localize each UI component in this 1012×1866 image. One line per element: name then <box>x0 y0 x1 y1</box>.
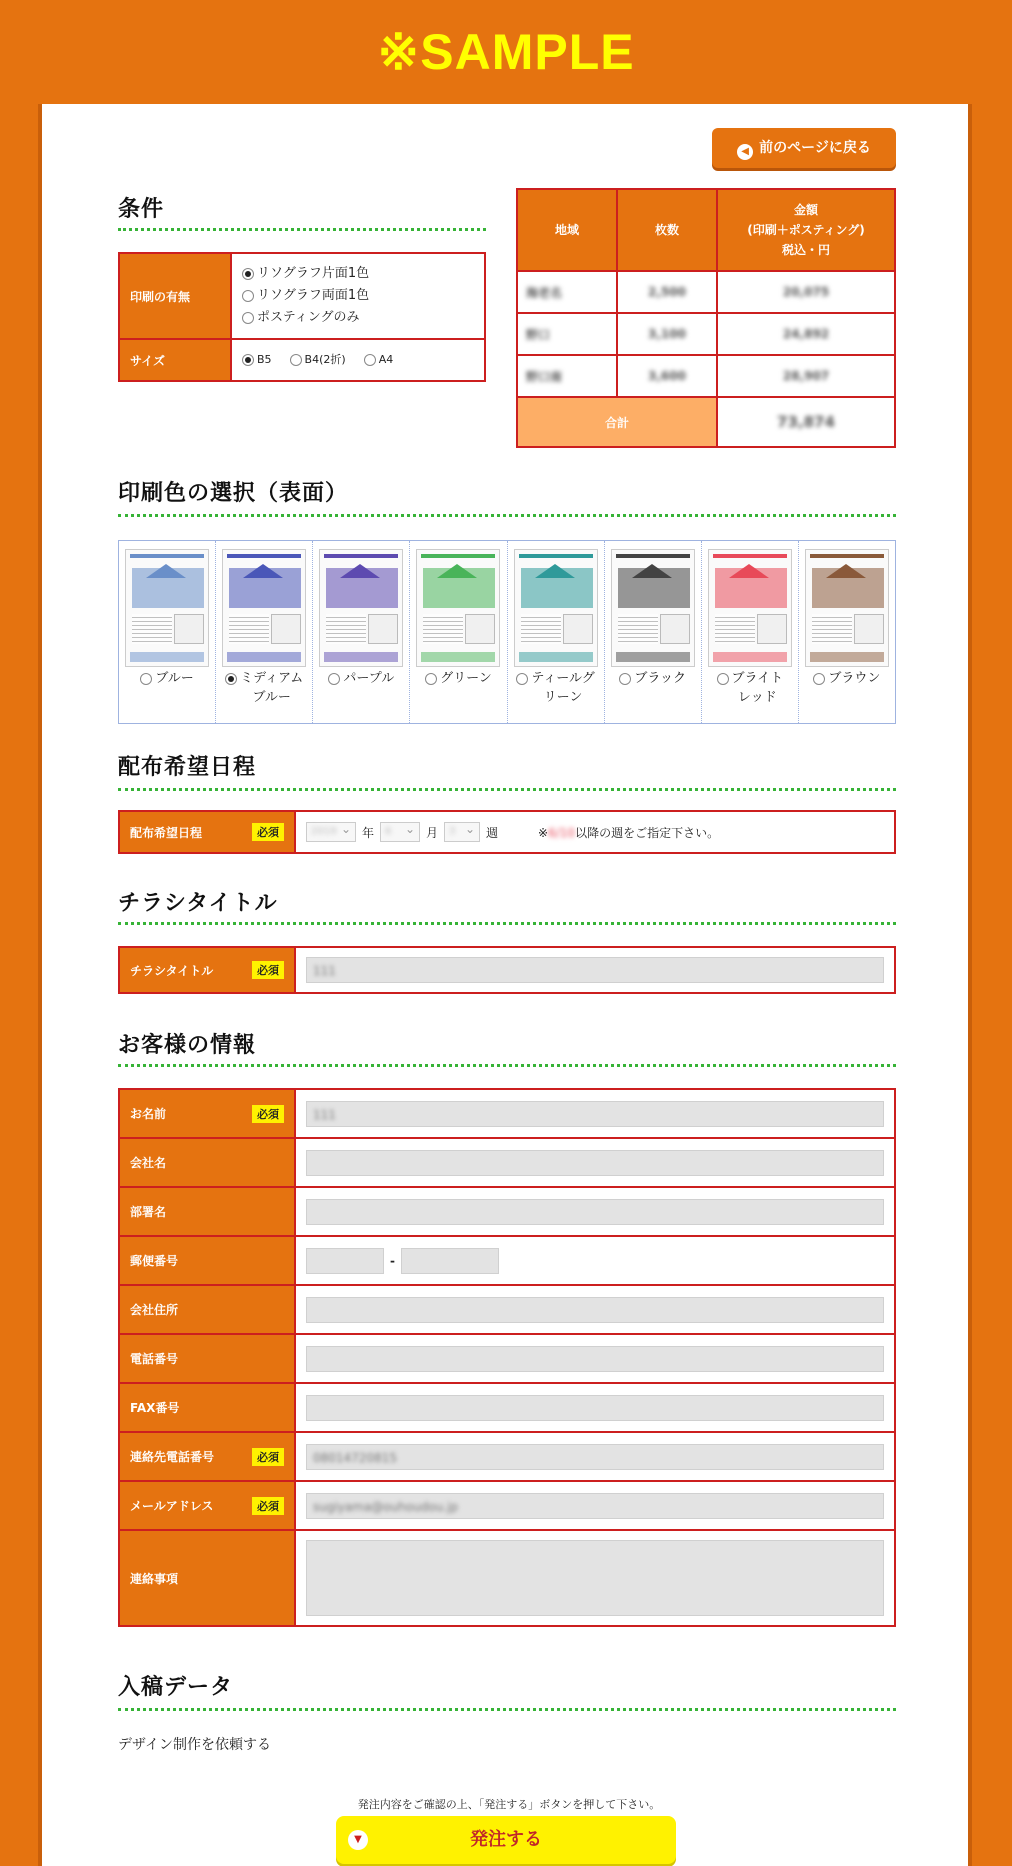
color-label: ブルー <box>155 671 194 686</box>
size-option-b5[interactable]: B5 <box>242 349 272 371</box>
field-value <box>296 1237 894 1284</box>
radio-selected-icon[interactable] <box>242 268 254 280</box>
color-option[interactable] <box>799 541 895 723</box>
flyer-thumbnail <box>319 549 403 667</box>
back-button-label: 前のページに戻る <box>759 140 871 156</box>
month-unit: 月 <box>426 825 439 840</box>
color-option[interactable] <box>313 541 410 723</box>
color-label-wrap <box>813 669 880 688</box>
field-value <box>296 1482 894 1529</box>
color-label: グリーン <box>440 671 492 686</box>
area-cell: 海老名 <box>526 285 563 300</box>
section-title-customer: お客様の情報 <box>118 1033 257 1058</box>
color-selector <box>118 540 896 724</box>
field-label-text: 電話番号 <box>130 1352 179 1366</box>
required-badge: 必須 <box>252 1448 284 1466</box>
count-cell: 3,600 <box>648 369 686 383</box>
customer-form <box>118 1088 896 1627</box>
field-label-text: 連絡先電話番号 <box>130 1450 215 1464</box>
schedule-inputs <box>296 812 894 852</box>
print-options <box>231 253 485 339</box>
radio-icon[interactable] <box>813 673 825 685</box>
amount-cell: 20,075 <box>782 285 830 299</box>
chevron-down-icon: ▼ <box>348 1830 368 1850</box>
color-label: パープル <box>343 671 395 686</box>
field-value <box>296 1531 894 1625</box>
total-label: 合計 <box>517 397 717 447</box>
total-value: 73,874 <box>777 413 835 431</box>
size-option-b4[interactable]: B4(2折) <box>290 349 346 371</box>
field-label-text: 会社住所 <box>130 1303 179 1317</box>
zip-input-1[interactable] <box>306 1248 384 1274</box>
divider <box>118 1708 896 1711</box>
section-title-flyer-title: チラシタイトル <box>118 891 278 916</box>
chevron-left-icon: ◀ <box>737 144 753 160</box>
divider <box>118 922 896 925</box>
radio-selected-icon[interactable] <box>225 673 237 685</box>
radio-icon[interactable] <box>425 673 437 685</box>
radio-icon[interactable] <box>140 673 152 685</box>
color-label: ブラウン <box>828 671 881 686</box>
price-table <box>516 188 896 448</box>
text-input[interactable] <box>306 1297 884 1323</box>
year-unit: 年 <box>362 825 375 840</box>
color-label-wrap <box>717 669 784 707</box>
size-option-a4[interactable]: A4 <box>364 349 394 371</box>
table-row <box>517 355 895 397</box>
form-row <box>120 1139 894 1188</box>
field-label <box>120 1188 296 1235</box>
month-select[interactable]: 6 ⌄ <box>380 822 420 842</box>
section-title-print-color: 印刷色の選択（表面） <box>118 481 349 506</box>
color-label: ティールグ リーン <box>531 671 595 705</box>
flyer-thumbnail <box>611 549 695 667</box>
flyer-thumbnail <box>416 549 500 667</box>
print-option-posting-only[interactable]: ポスティングのみ <box>242 307 474 329</box>
radio-icon[interactable] <box>328 673 340 685</box>
field-label-text: FAX番号 <box>130 1401 180 1415</box>
week-unit: 週 <box>486 825 499 840</box>
schedule-note: ※6/10以降の週をご指定下さい。 <box>538 825 720 840</box>
field-label <box>120 1237 296 1284</box>
field-value <box>296 1384 894 1431</box>
form-row <box>120 1433 894 1482</box>
amount-cell: 28,907 <box>782 369 830 383</box>
submit-note: 発注内容をご確認の上、「発注する」ボタンを押して下さい。 <box>357 1798 661 1811</box>
form-row <box>120 1188 894 1237</box>
divider <box>118 514 896 517</box>
text-input[interactable] <box>306 1150 884 1176</box>
schedule-label: 配布希望日程 必須 <box>120 812 296 852</box>
color-label-wrap <box>328 669 394 688</box>
zip-separator: - <box>390 1253 395 1268</box>
input-value: sugiyama@ouhoudou.jp <box>313 1499 459 1514</box>
order-sheet <box>38 104 972 1866</box>
header-amount: 金額 (印刷＋ポスティング) 税込・円 <box>717 189 895 271</box>
conditions-table <box>118 252 486 382</box>
flyer-thumbnail <box>514 549 598 667</box>
radio-icon[interactable] <box>242 312 254 324</box>
size-options <box>231 339 485 381</box>
field-label <box>120 1531 296 1625</box>
field-value <box>296 1335 894 1382</box>
text-input[interactable] <box>306 1444 884 1470</box>
field-value <box>296 1286 894 1333</box>
total-row <box>517 397 895 447</box>
form-row <box>120 1384 894 1433</box>
field-label-text: 郵便番号 <box>130 1254 179 1268</box>
text-input[interactable] <box>306 1101 884 1127</box>
form-row <box>120 1286 894 1335</box>
flyer-thumbnail <box>708 549 792 667</box>
required-badge: 必須 <box>252 823 284 841</box>
field-label <box>120 1090 296 1137</box>
notes-textarea[interactable] <box>306 1540 884 1616</box>
color-label-wrap <box>225 669 303 707</box>
submit-label: 発注する <box>470 1829 542 1850</box>
color-label-wrap <box>425 669 492 688</box>
print-option-double[interactable]: リソグラフ両面1色 <box>242 285 474 307</box>
back-button[interactable] <box>712 128 896 168</box>
form-row <box>120 1237 894 1286</box>
field-label <box>120 1139 296 1186</box>
field-label <box>120 1335 296 1382</box>
section-title-schedule: 配布希望日程 <box>118 755 257 780</box>
banner-text: ※SAMPLE <box>377 24 635 80</box>
field-value <box>296 1090 894 1137</box>
radio-icon[interactable] <box>290 354 302 366</box>
field-label-text: 部署名 <box>130 1205 167 1219</box>
text-input[interactable] <box>306 1493 884 1519</box>
input-value: 08014720815 <box>313 1450 397 1465</box>
flyer-thumbnail <box>125 549 209 667</box>
color-label: ブラック <box>634 671 687 686</box>
sample-banner <box>0 0 1012 104</box>
flyer-title-input[interactable]: 111 <box>306 957 884 983</box>
amount-cell: 24,892 <box>782 327 830 341</box>
required-badge: 必須 <box>252 1105 284 1123</box>
text-input[interactable] <box>306 1199 884 1225</box>
radio-icon[interactable] <box>717 673 729 685</box>
color-option[interactable] <box>216 541 313 723</box>
radio-icon[interactable] <box>619 673 631 685</box>
count-cell: 2,500 <box>648 285 686 299</box>
zip-input-2[interactable] <box>401 1248 499 1274</box>
schedule-row <box>118 810 896 854</box>
field-label <box>120 1286 296 1333</box>
form-row <box>120 1531 894 1625</box>
color-label: ブライト レッド <box>731 671 784 705</box>
color-label-wrap <box>619 669 686 688</box>
print-option-single[interactable]: リソグラフ片面1色 <box>242 263 474 285</box>
color-label-wrap <box>516 669 594 707</box>
section-title-conditions: 条件 <box>118 197 165 222</box>
field-label-text: 会社名 <box>130 1156 167 1170</box>
table-row <box>517 271 895 313</box>
field-label <box>120 1482 296 1529</box>
radio-selected-icon[interactable] <box>242 354 254 366</box>
submit-button[interactable] <box>336 1816 676 1864</box>
field-value <box>296 1433 894 1480</box>
color-option[interactable] <box>702 541 799 723</box>
color-option[interactable] <box>508 541 605 723</box>
section-title-data: 入稿データ <box>118 1675 234 1700</box>
color-label: ミディアム ブルー <box>240 671 304 705</box>
flyer-thumbnail <box>222 549 306 667</box>
size-label: サイズ <box>119 339 231 381</box>
field-label <box>120 1384 296 1431</box>
area-cell: 野口南 <box>526 369 563 384</box>
field-label-text: メールアドレス <box>130 1499 214 1513</box>
count-cell: 3,100 <box>648 327 686 341</box>
print-label: 印刷の有無 <box>119 253 231 339</box>
color-option[interactable] <box>605 541 702 723</box>
text-input[interactable] <box>306 1395 884 1421</box>
field-label-text: お名前 <box>130 1107 167 1121</box>
divider <box>118 228 486 231</box>
area-cell: 野口 <box>526 327 551 342</box>
text-input[interactable] <box>306 1346 884 1372</box>
required-badge: 必須 <box>252 1497 284 1515</box>
radio-icon[interactable] <box>364 354 376 366</box>
header-area: 地域 <box>517 189 617 271</box>
flyer-title-value <box>296 948 894 992</box>
divider <box>118 1064 896 1067</box>
form-row <box>120 1335 894 1384</box>
year-select[interactable]: 2019 ⌄ <box>306 822 356 842</box>
input-value: 111 <box>313 1107 336 1122</box>
color-option[interactable] <box>119 541 216 723</box>
field-label-text: 連絡事項 <box>130 1571 179 1586</box>
header-count: 枚数 <box>617 189 717 271</box>
design-request-text: デザイン制作を依頼する <box>118 1737 272 1753</box>
divider <box>118 788 896 791</box>
radio-icon[interactable] <box>516 673 528 685</box>
week-select[interactable]: 3 ⌄ <box>444 822 480 842</box>
field-value <box>296 1139 894 1186</box>
color-option[interactable] <box>410 541 507 723</box>
form-row <box>120 1090 894 1139</box>
field-label <box>120 1433 296 1480</box>
flyer-title-row <box>118 946 896 994</box>
radio-icon[interactable] <box>242 290 254 302</box>
flyer-thumbnail <box>805 549 889 667</box>
required-badge: 必須 <box>252 961 284 979</box>
form-row <box>120 1482 894 1531</box>
color-label-wrap <box>140 669 193 688</box>
flyer-title-label: チラシタイトル 必須 <box>120 948 296 992</box>
table-row <box>517 313 895 355</box>
field-value <box>296 1188 894 1235</box>
